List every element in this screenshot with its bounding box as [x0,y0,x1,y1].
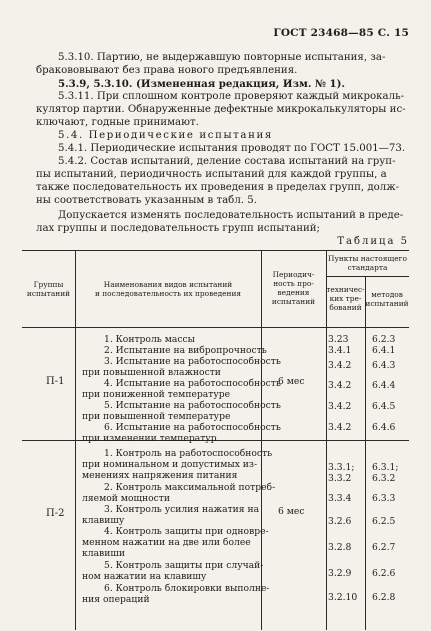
header-text: Наименования видов испытаний [103,280,233,289]
header-text: ведения [277,288,310,297]
tech-ref: 3.3.1; [328,462,355,473]
text-line: 5.3.11. При сплошном контроле проверяют каждый микрокаль- [58,91,405,102]
text-line: 5.3.10. Партию, не выдержавшую повторные испытания, за- [58,52,386,63]
table-top-rule [22,250,409,251]
text-line: 5.4.1. Периодические испытания проводят по ГОСТ 15.001—73. [58,143,406,154]
tech-ref: 3.2.6 [328,516,352,527]
test-line: 2. Испытание на вибропрочность [104,345,267,356]
header-text: стандарта [347,263,388,272]
header-tech [326,285,365,312]
test-item [82,334,195,345]
text-line: лах группы и последовательность групп испытаний; [36,223,320,234]
text-line: Допускается изменять последовательность испытаний в преде- [58,210,404,221]
test-line: при номинальном и допустимых из- [82,459,258,471]
header-methods [365,290,409,308]
header-text: техничес- [326,285,365,294]
header-text: испытаний [271,297,316,306]
header-names [75,280,261,298]
header-text: испытаний [365,299,409,308]
method-ref: 6.4.1 [372,345,396,356]
text-line: 5.3.9, 5.3.10. (Измененная редакция, Изм. № 1). [58,78,345,90]
tech-ref: 3.3.4 [328,493,352,504]
tech-ref: 3.2.10 [328,592,358,603]
tech-ref: 3.2.9 [328,568,352,579]
method-ref: 6.3.1; [372,462,399,473]
tech-ref: 3.3.2 [328,473,352,484]
test-line: при пониженной температуре [82,389,231,401]
text-line: кулятор партии. Обнаруженные дефектные микрокалькуляторы ис- [36,104,406,115]
test-item [82,422,281,444]
tech-ref: 3.4.2 [328,401,352,412]
header-text: и последовательность их проведения [94,289,242,298]
method-ref: 6.4.5 [372,401,396,412]
test-line: 6. Контроль блокировки выполне- [104,583,270,594]
test-item [82,345,267,356]
test-item [82,504,259,526]
text-line: также последовательность их проведения в пределах групп, долж- [36,182,400,193]
method-ref: 6.4.3 [372,360,396,371]
tests-table [22,250,409,630]
text-line: ны соответствовать указанным в табл. 5. [36,195,257,206]
header-text: Периодич- [272,270,315,279]
method-ref: 6.3.2 [372,473,396,484]
test-line: 1. Контроль на работоспособность [104,448,273,459]
header-groups [22,280,75,298]
test-item [82,400,281,422]
test-line: клавишу [82,515,125,527]
test-line: 4. Контроль защиты при одновре- [104,526,269,537]
page-header: ГОСТ 23468—85 С. 15 [273,27,409,39]
header-text: бований [329,303,362,312]
test-line: 5. Контроль защиты при случай- [104,560,264,571]
header-text: методов [371,290,403,299]
text-line: пы испытаний, периодичность испытаний для каждой группы, а [36,169,387,180]
text-line: бракововывают без права нового предъявления. [36,65,298,76]
tech-ref: 3.4.2 [328,422,352,433]
test-line: 5. Испытание на работоспособность [104,400,281,411]
test-line: ном нажатии на клавишу [82,571,207,583]
test-line: клавиши [82,548,126,560]
header-period [261,270,326,306]
test-line: менном нажатии на две или более [82,537,251,549]
header-text: ких тре- [329,294,362,303]
header-text: Пункты настоящего [328,254,407,263]
section-heading: 5.4. Периодические испытания [58,130,273,141]
tech-ref: 3.4.2 [328,380,352,391]
header-text: испытаний [26,289,71,298]
tech-ref: 3.2.8 [328,542,352,553]
test-line: при повышенной температуре [82,411,231,423]
method-ref: 6.2.7 [372,542,396,553]
test-line: 1. Контроль массы [104,334,195,345]
method-ref: 6.3.3 [372,493,396,504]
method-ref: 6.2.6 [372,568,396,579]
table-label: Таблица 5 [337,236,409,247]
test-line: 6. Испытание на работоспособность [104,422,281,433]
test-item [82,448,272,482]
col-rule [75,250,76,630]
tech-ref: 3.4.1 [328,345,352,356]
test-item [82,482,275,504]
tech-ref: 3.23 [328,334,349,345]
test-line: ляемой мощности [82,493,171,505]
text-line: ключают, годные принимают. [36,117,199,128]
group-name: П-1 [46,376,65,387]
header-points [326,254,409,272]
col-rule [365,276,366,630]
header-text: Группы [33,280,64,289]
method-ref: 6.2.8 [372,592,396,603]
test-line: 2. Контроль максимальной потреб- [104,482,276,493]
method-ref: 6.2.3 [372,334,396,345]
test-line: при изменении температур [82,433,217,445]
test-line: 3. Контроль усилия нажатия на [104,504,260,515]
test-line: 4. Испытание на работоспособность [104,378,281,389]
test-line: 3. Испытание на работоспособность [104,356,281,367]
test-line: при повышенной влажности [82,367,221,379]
test-item [82,356,281,378]
test-line: ния операций [82,594,150,606]
method-ref: 6.2.5 [372,516,396,527]
test-item [82,560,263,582]
header-bottom-rule [22,327,409,328]
test-item [82,583,269,605]
method-ref: 6.4.6 [372,422,396,433]
tech-ref: 3.4.2 [328,360,352,371]
text-line: 5.4.2. Состав испытаний, деление состава испытаний на груп- [58,156,396,167]
group-period: 6 мес [278,506,305,517]
test-item [82,526,269,560]
group-period: 6 мес [278,376,305,387]
test-line: менениях напряжения питания [82,470,238,482]
test-item [82,378,281,400]
group-name: П-2 [46,508,65,519]
header-text: ность про- [273,279,314,288]
points-subheader-rule [326,276,409,277]
method-ref: 6.4.4 [372,380,396,391]
